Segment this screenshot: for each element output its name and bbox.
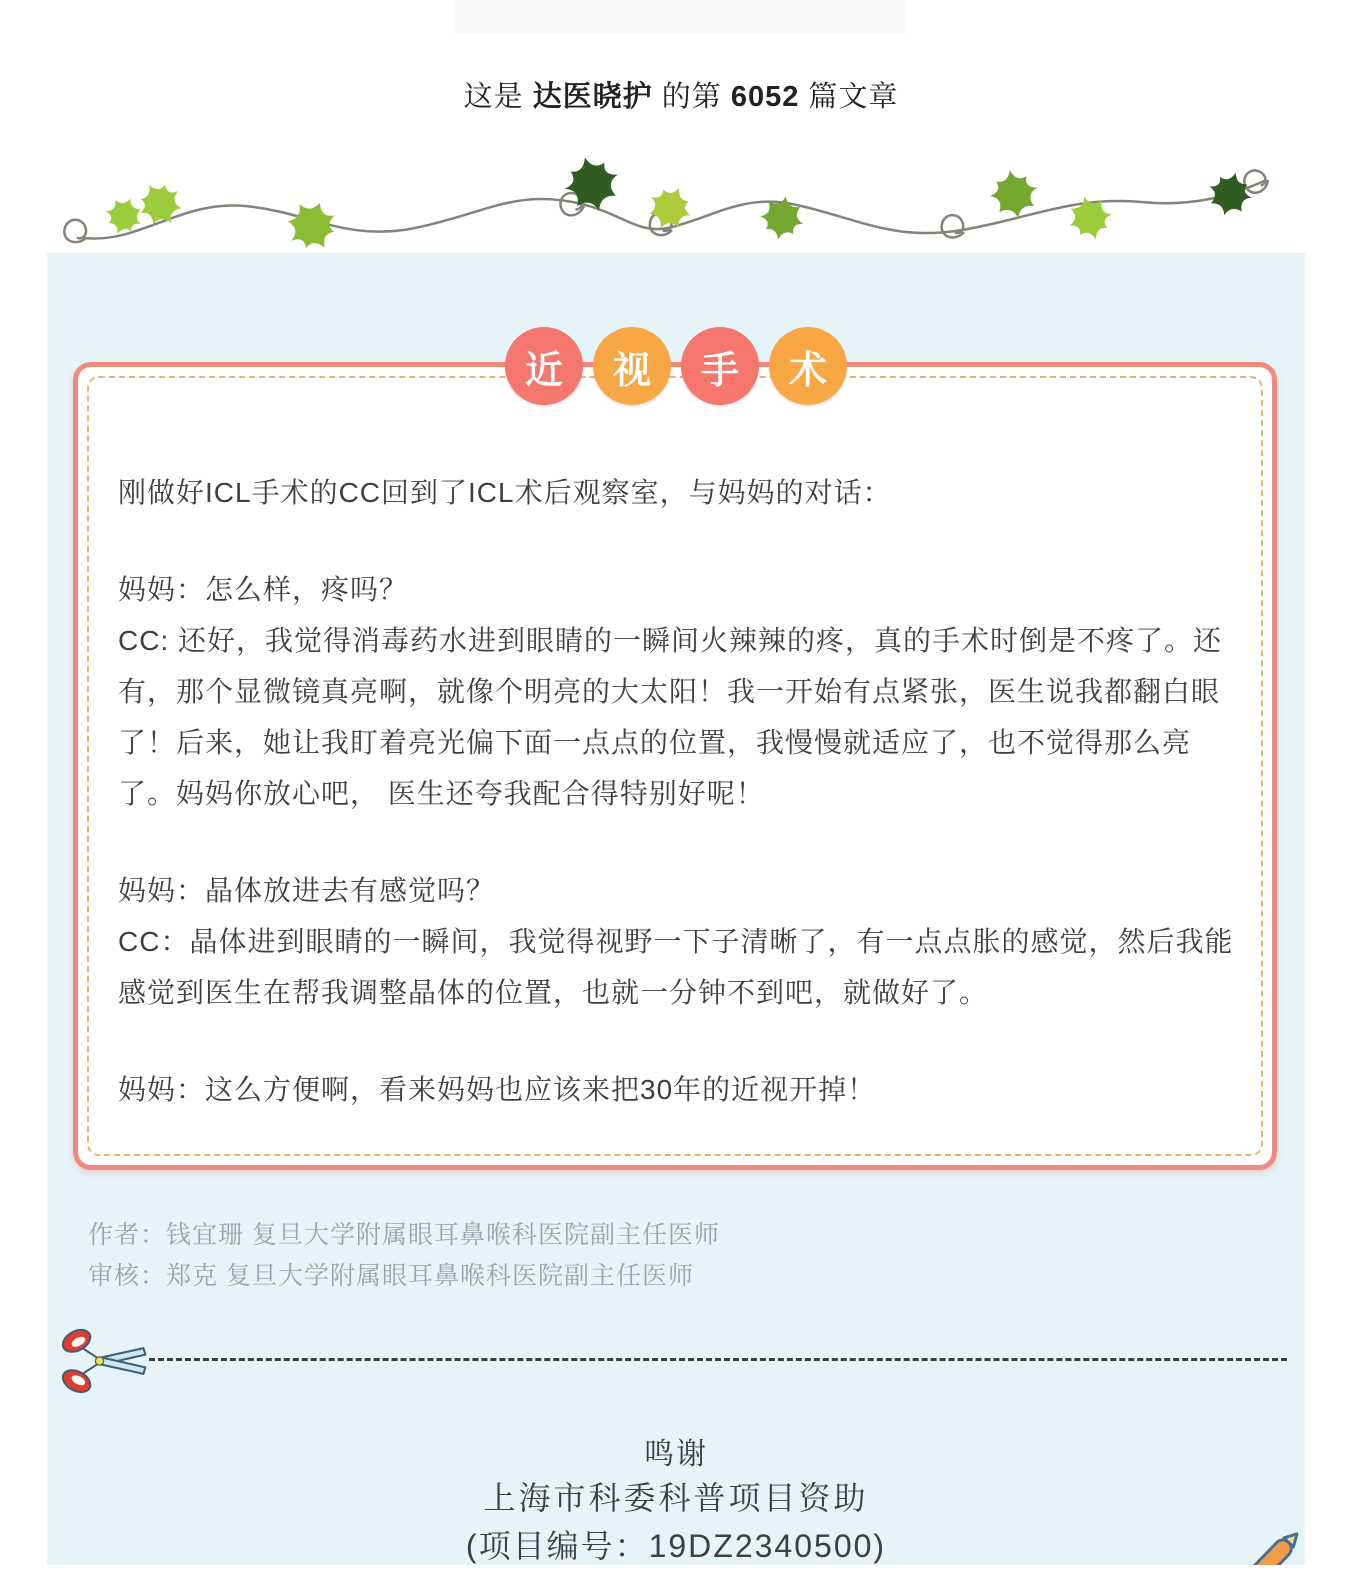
credits-block: [88, 1215, 720, 1297]
content-panel: [47, 253, 1305, 1565]
counter-prefix: 这是: [463, 81, 533, 113]
cc-answer-1: CC: 还好，我觉得消毒药水进到眼睛的一瞬间火辣辣的疼，真的手术时倒是不疼了。还有，那个显微镜真亮啊，就像个明亮的大太阳！我一开始有点紧张，医生说我都翻白眼了！后来，她让我盯着亮光偏下面一点点的位置，我慢慢就适应了，也不觉得那么亮了。妈妈你放心吧， 医生还夸我配合得特别好呢！: [118, 625, 1223, 809]
top-gray-bar: [455, 0, 905, 34]
dialogue-intro: 刚做好ICL手术的CC回到了ICL术后观察室，与妈妈的对话：: [118, 477, 892, 508]
reviewer-line: 审核：郑克 复旦大学附属眼耳鼻喉科医院副主任医师: [88, 1262, 694, 1290]
mom-question-1: 妈妈：怎么样，疼吗？: [118, 574, 409, 605]
acknowledgement-project-number: (项目编号：19DZ2340500): [465, 1528, 887, 1564]
badge-char: 近: [524, 349, 563, 392]
dialogue-card: [73, 362, 1277, 1170]
ivy-vine-icon: [60, 146, 1300, 258]
article-counter: [0, 74, 1362, 115]
brand-name: 达医晓护: [532, 81, 653, 113]
dialogue-text: [78, 367, 1272, 1115]
article-number: 6052: [730, 81, 800, 113]
counter-mid: 的第: [652, 81, 731, 113]
cc-answer-2: CC：晶体进到眼睛的一瞬间，我觉得视野一下子清晰了，有一点点胀的感觉，然后我能感觉到医生在帮我调整晶体的位置，也就一分钟不到吧，就做好了。: [118, 926, 1234, 1008]
scissors-icon: [61, 1323, 149, 1399]
mom-question-2: 妈妈：晶体放进去有感觉吗？: [118, 875, 496, 906]
badge-shu: [769, 327, 847, 405]
dashed-cut-line: [149, 1358, 1287, 1361]
badge-shou: [681, 327, 759, 405]
cut-divider: [47, 1321, 1305, 1401]
mom-question-3: 妈妈：这么方便啊，看来妈妈也应该来把30年的近视开掉！: [118, 1074, 877, 1105]
counter-suffix: 篇文章: [799, 81, 899, 113]
acknowledgement-title: 鸣谢: [644, 1438, 708, 1471]
badge-shi: [593, 327, 671, 405]
badge-char: 术: [788, 349, 827, 392]
author-line: 作者：钱宜珊 复旦大学附属眼耳鼻喉科医院副主任医师: [88, 1221, 720, 1249]
badge-char: 视: [612, 349, 651, 392]
topic-badges: [47, 327, 1305, 405]
badge-jin: [505, 327, 583, 405]
badge-char: 手: [700, 349, 739, 392]
acknowledgement-funder: 上海市科委科普项目资助: [483, 1480, 869, 1516]
